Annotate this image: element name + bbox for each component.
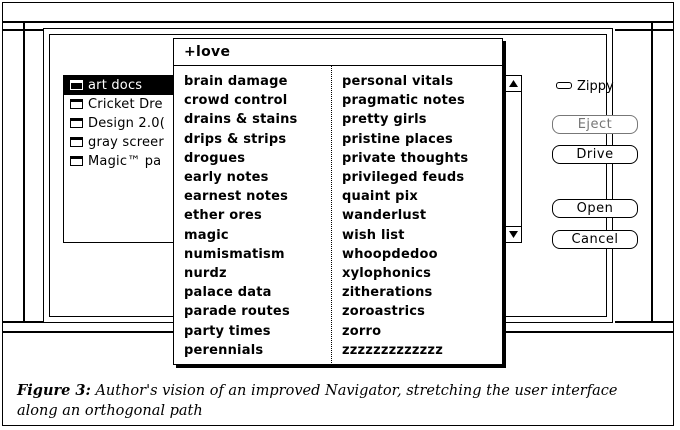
directory-popup-menu[interactable] <box>173 38 503 365</box>
menu-item[interactable]: ether ores <box>184 208 262 224</box>
menu-column-right <box>331 66 502 365</box>
menu-item[interactable]: zitherations <box>342 285 433 301</box>
menu-item[interactable]: magic <box>184 227 229 243</box>
volume-label: Zippy <box>577 79 614 94</box>
list-item-label: Design 2.0( <box>88 116 165 131</box>
menu-item[interactable]: wanderlust <box>342 208 427 224</box>
scrollbar-track[interactable] <box>506 92 521 226</box>
right-rule-vertical <box>651 23 653 323</box>
figure-caption-label: Figure 3: <box>17 382 91 399</box>
menu-item[interactable]: xylophonics <box>342 266 432 282</box>
menu-item[interactable]: drogues <box>184 150 246 166</box>
menu-item[interactable]: zzzzzzzzzzzzz <box>342 342 443 358</box>
menu-item[interactable]: early notes <box>184 170 269 186</box>
menu-item[interactable]: zorro <box>342 323 382 339</box>
folder-icon <box>70 156 83 166</box>
right-rule-1 <box>615 29 673 31</box>
folder-icon <box>70 118 83 128</box>
open-button[interactable]: Open <box>552 199 638 218</box>
left-rule-vertical <box>23 23 25 323</box>
menu-columns <box>174 66 502 365</box>
menu-item[interactable]: pretty girls <box>342 112 427 128</box>
menu-item[interactable]: numismatism <box>184 246 285 262</box>
menu-title: +love <box>174 39 502 66</box>
menu-item[interactable]: pristine places <box>342 131 453 147</box>
top-rule-1 <box>3 21 673 23</box>
menu-item[interactable]: crowd control <box>184 93 288 109</box>
triangle-up-icon[interactable] <box>506 76 521 92</box>
menu-item[interactable]: nurdz <box>184 266 227 282</box>
menu-item[interactable]: quaint pix <box>342 189 418 205</box>
menu-item[interactable]: brain damage <box>184 74 288 89</box>
folder-icon <box>70 80 83 90</box>
menu-item[interactable]: palace data <box>184 285 272 301</box>
figure-caption <box>17 381 657 421</box>
drive-button[interactable]: Drive <box>552 145 638 164</box>
menu-item[interactable]: privileged feuds <box>342 170 465 186</box>
menu-item[interactable]: personal vitals <box>342 74 454 89</box>
triangle-down-icon[interactable] <box>506 226 521 242</box>
menu-item[interactable]: drains & stains <box>184 112 298 128</box>
menu-item[interactable]: earnest notes <box>184 189 289 205</box>
list-item-label: Cricket Dre <box>88 97 163 112</box>
cancel-button[interactable]: Cancel <box>552 230 638 249</box>
folder-icon <box>70 137 83 147</box>
eject-button[interactable]: Eject <box>552 115 638 134</box>
list-item-label: gray screer <box>88 135 164 150</box>
volume-indicator <box>556 79 614 94</box>
bottom-rule-2 <box>615 321 673 323</box>
menu-item[interactable]: parade routes <box>184 304 290 320</box>
disk-icon <box>556 82 572 89</box>
menu-item[interactable]: wish list <box>342 227 405 243</box>
figure-caption-text: Author's vision of an improved Navigator, stretching the user interface along an orthogonal path <box>17 383 618 419</box>
folder-icon <box>70 99 83 109</box>
figure-frame <box>2 2 674 426</box>
menu-item[interactable]: perennials <box>184 342 264 358</box>
menu-item[interactable]: zoroastrics <box>342 304 426 320</box>
menu-item[interactable]: party times <box>184 323 271 339</box>
file-list-scrollbar[interactable] <box>505 75 522 243</box>
menu-item[interactable]: drips & strips <box>184 131 287 147</box>
list-item-label: Magic™ pa <box>88 154 162 169</box>
menu-column-left <box>174 66 331 365</box>
menu-item[interactable]: pragmatic notes <box>342 93 465 109</box>
menu-item[interactable]: private thoughts <box>342 150 469 166</box>
list-item-label: art docs <box>88 78 143 93</box>
menu-item[interactable]: whoopdedoo <box>342 246 438 262</box>
